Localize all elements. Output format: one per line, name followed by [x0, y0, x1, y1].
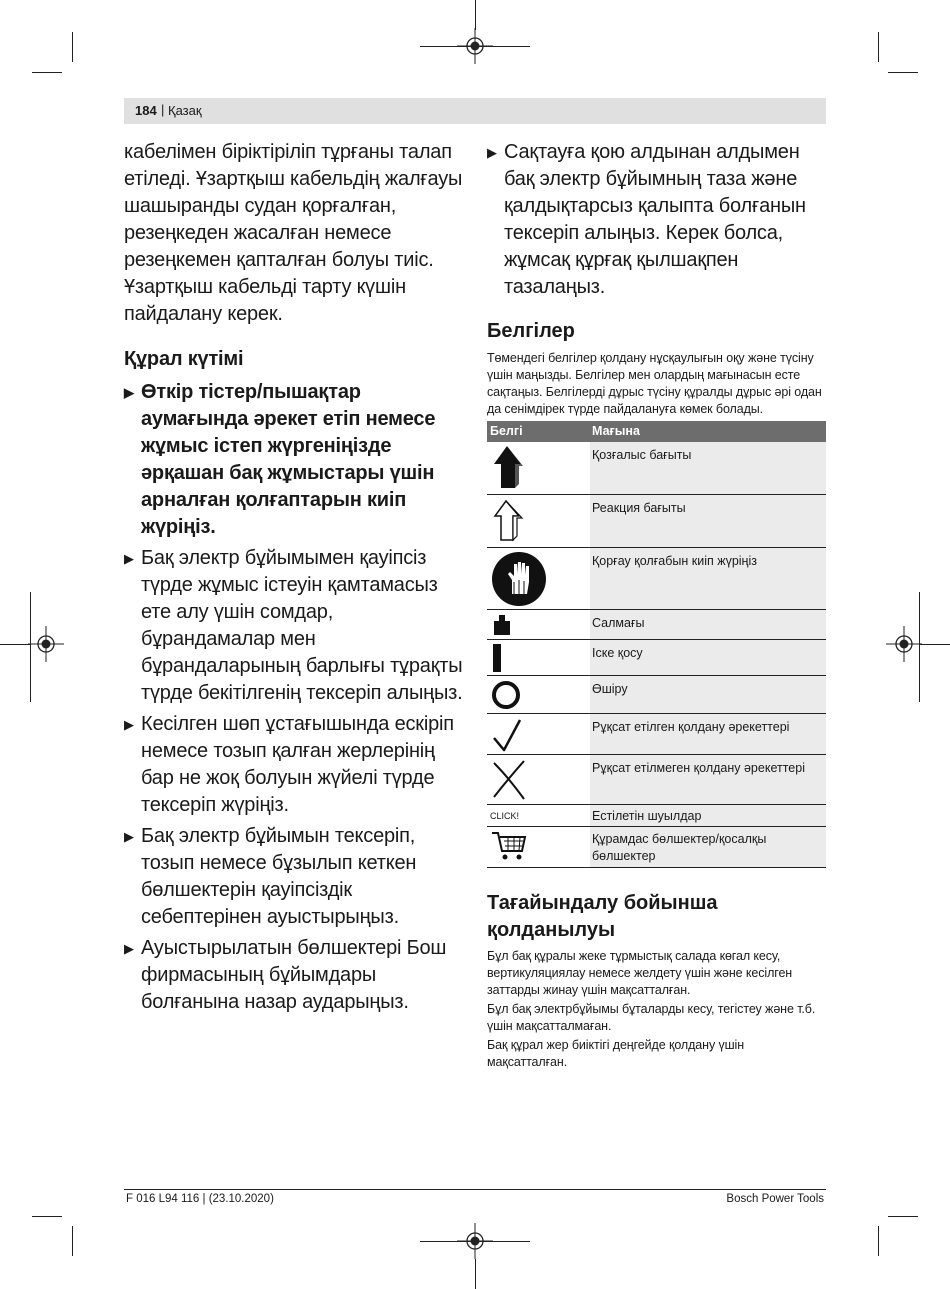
- header-language: Қазақ: [168, 103, 202, 118]
- bullet-triangle-icon: ▶: [124, 941, 134, 956]
- table-row: [487, 640, 826, 676]
- bullet-triangle-icon: ▶: [124, 551, 134, 566]
- table-row: [487, 755, 826, 805]
- bullet-item: ▶ Өткір тістер/пышақтар аумағында әрекет етіп немесе жұмыс істеп жүргеніңізде әрқашан бақ жұмыстары үшін арналған қолғаптарын киіп жүріңіз.: [124, 381, 436, 538]
- click-icon: CLICK!: [490, 811, 520, 821]
- crop-mark: [920, 644, 950, 645]
- usage-heading: Тағайындалу бойынша қолданылуы: [487, 892, 718, 941]
- switch-on-icon: [490, 642, 510, 674]
- intro-paragraph: кабелімен біріктіріліп тұрғаны талап етіледі. Ұзартқыш кабельдің жалғауы шашыранды судан қорғалған, резеңкеден жасалған немесе резеңкемен қапталған болуы тиіс. Ұзартқыш кабельді тарту күшін пайдалану керек.: [124, 141, 463, 325]
- usage-paragraph: Бақ құрал жер биіктігі деңгейде қолдану үшін мақсатталған.: [487, 1038, 745, 1069]
- meaning-text: Естілетін шуылдар: [592, 809, 702, 823]
- table-row: [487, 827, 826, 868]
- column-header-symbol: Белгі: [490, 424, 523, 438]
- crop-mark: [72, 1226, 73, 1256]
- meaning-text: Рұқсат етілмеген қолдану әрекеттері: [592, 761, 805, 775]
- bullet-triangle-icon: ▶: [487, 145, 497, 160]
- table-row: [487, 805, 826, 827]
- weight-icon: [490, 612, 514, 636]
- bullet-item: ▶ Сақтауға қою алдынан алдымен бақ электр бұйымның таза және қалдықтарсыз қалыпта болғанын тексеріп алыңыз. Керек болса, жұмсақ құрғақ қылшақпен тазалаңыз.: [487, 141, 806, 298]
- registration-mark-icon: [886, 626, 922, 662]
- gloves-icon: [490, 550, 550, 608]
- meaning-text: Қозғалыс бағыты: [592, 448, 692, 462]
- symbols-table-header: [487, 421, 826, 442]
- care-heading: Құрал күтімі: [124, 348, 244, 370]
- table-row: [487, 495, 826, 548]
- column-header-meaning: Мағына: [592, 424, 640, 438]
- meaning-text: Салмағы: [592, 616, 645, 630]
- crop-mark: [420, 1241, 530, 1242]
- table-row: [487, 714, 826, 755]
- table-row: [487, 610, 826, 640]
- outline-arrow-up-icon: [490, 497, 530, 543]
- meaning-text: Рұқсат етілген қолдану әрекеттері: [592, 720, 790, 734]
- meaning-text: Іске қосу: [592, 646, 643, 660]
- table-row: [487, 676, 826, 714]
- crop-mark: [32, 1216, 62, 1217]
- crop-mark: [72, 32, 73, 62]
- cart-icon: [490, 829, 530, 863]
- bullet-item: ▶ Бақ электр бұйымын тексеріп, тозып немесе бұзылып кеткен бөлшектерін қауіпсіздік себептерінен ауыстырыңыз.: [124, 825, 417, 928]
- meaning-text: Қорғау қолғабын киіп жүріңіз: [592, 554, 757, 568]
- header-separator: |: [161, 102, 165, 117]
- switch-off-icon: [490, 678, 524, 712]
- page-number: 184: [135, 103, 157, 118]
- bullet-item: ▶ Кесілген шөп ұстағышында ескіріп немесе тозып қалған жерлерінің бар не жоқ болуын жүйелі түрде тексеріп жүріңіз.: [124, 713, 454, 816]
- crop-mark: [0, 644, 30, 645]
- bullet-triangle-icon: ▶: [124, 829, 134, 844]
- usage-paragraph: Бұл бақ электрбұйымы бұталарды кесу, тегістеу және т.б. үшін мақсатталмаған.: [487, 1002, 816, 1033]
- page-footer: [124, 1189, 826, 1205]
- meaning-text: Реакция бағыты: [592, 501, 686, 515]
- registration-mark-icon: [28, 626, 64, 662]
- meaning-text: Құрамдас бөлшектер/қосалқы бөлшектер: [592, 832, 767, 863]
- page-header: [124, 98, 826, 124]
- symbols-intro: Төмендегі белгілер қолдану нұсқаулығын оқу және түсіну үшін маңызды. Белгілер мен олардың мағынасын есте сақтаңыз. Белгілерді дұрыс түсіну құралды дұрыс әрі одан да сенімдірек түрде пайдалануға көмек болады.: [487, 351, 822, 416]
- crop-mark: [475, 1259, 476, 1289]
- usage-paragraph: Бұл бақ құралы жеке тұрмыстық салада көгал кесу, вертикуляциялау немесе желдету үшін және кесілген заттарды жинау үшін мақсатталған.: [487, 949, 793, 997]
- crop-mark: [878, 1226, 879, 1256]
- crop-mark: [878, 32, 879, 62]
- crop-mark: [32, 72, 62, 73]
- crop-mark: [888, 72, 918, 73]
- symbols-heading: Белгілер: [487, 320, 575, 342]
- crop-mark: [475, 0, 476, 30]
- table-row: [487, 442, 826, 495]
- right-column-top: [487, 139, 817, 301]
- footer-brand: Bosch Power Tools: [726, 1193, 824, 1205]
- meaning-text: Өшіру: [592, 682, 628, 696]
- checkmark-icon: [490, 716, 524, 754]
- crop-mark: [888, 1216, 918, 1217]
- bullet-item: ▶ Ауыстырылатын бөлшектері Бош фирмасының бұйымдары болғанына назар аударыңыз.: [124, 937, 447, 1013]
- cross-icon: [490, 757, 530, 801]
- bullet-triangle-icon: ▶: [124, 717, 134, 732]
- footer-doc-id: F 016 L94 116 | (23.10.2020): [126, 1193, 274, 1205]
- crop-mark: [420, 46, 530, 47]
- bullet-triangle-icon: ▶: [124, 385, 134, 400]
- solid-arrow-up-icon: [490, 444, 530, 490]
- bullet-item: ▶ Бақ электр бұйымымен қауіпсіз түрде жұмыс істеуін қамтамасыз ете алу үшін сомдар, бұрандамалар мен бұрандаларының барлығы тұрақты түрде бекітілгенің тексеріп алыңыз.: [124, 547, 463, 704]
- table-row: [487, 548, 826, 610]
- left-column: [124, 139, 469, 1016]
- usage-section: [487, 948, 827, 1071]
